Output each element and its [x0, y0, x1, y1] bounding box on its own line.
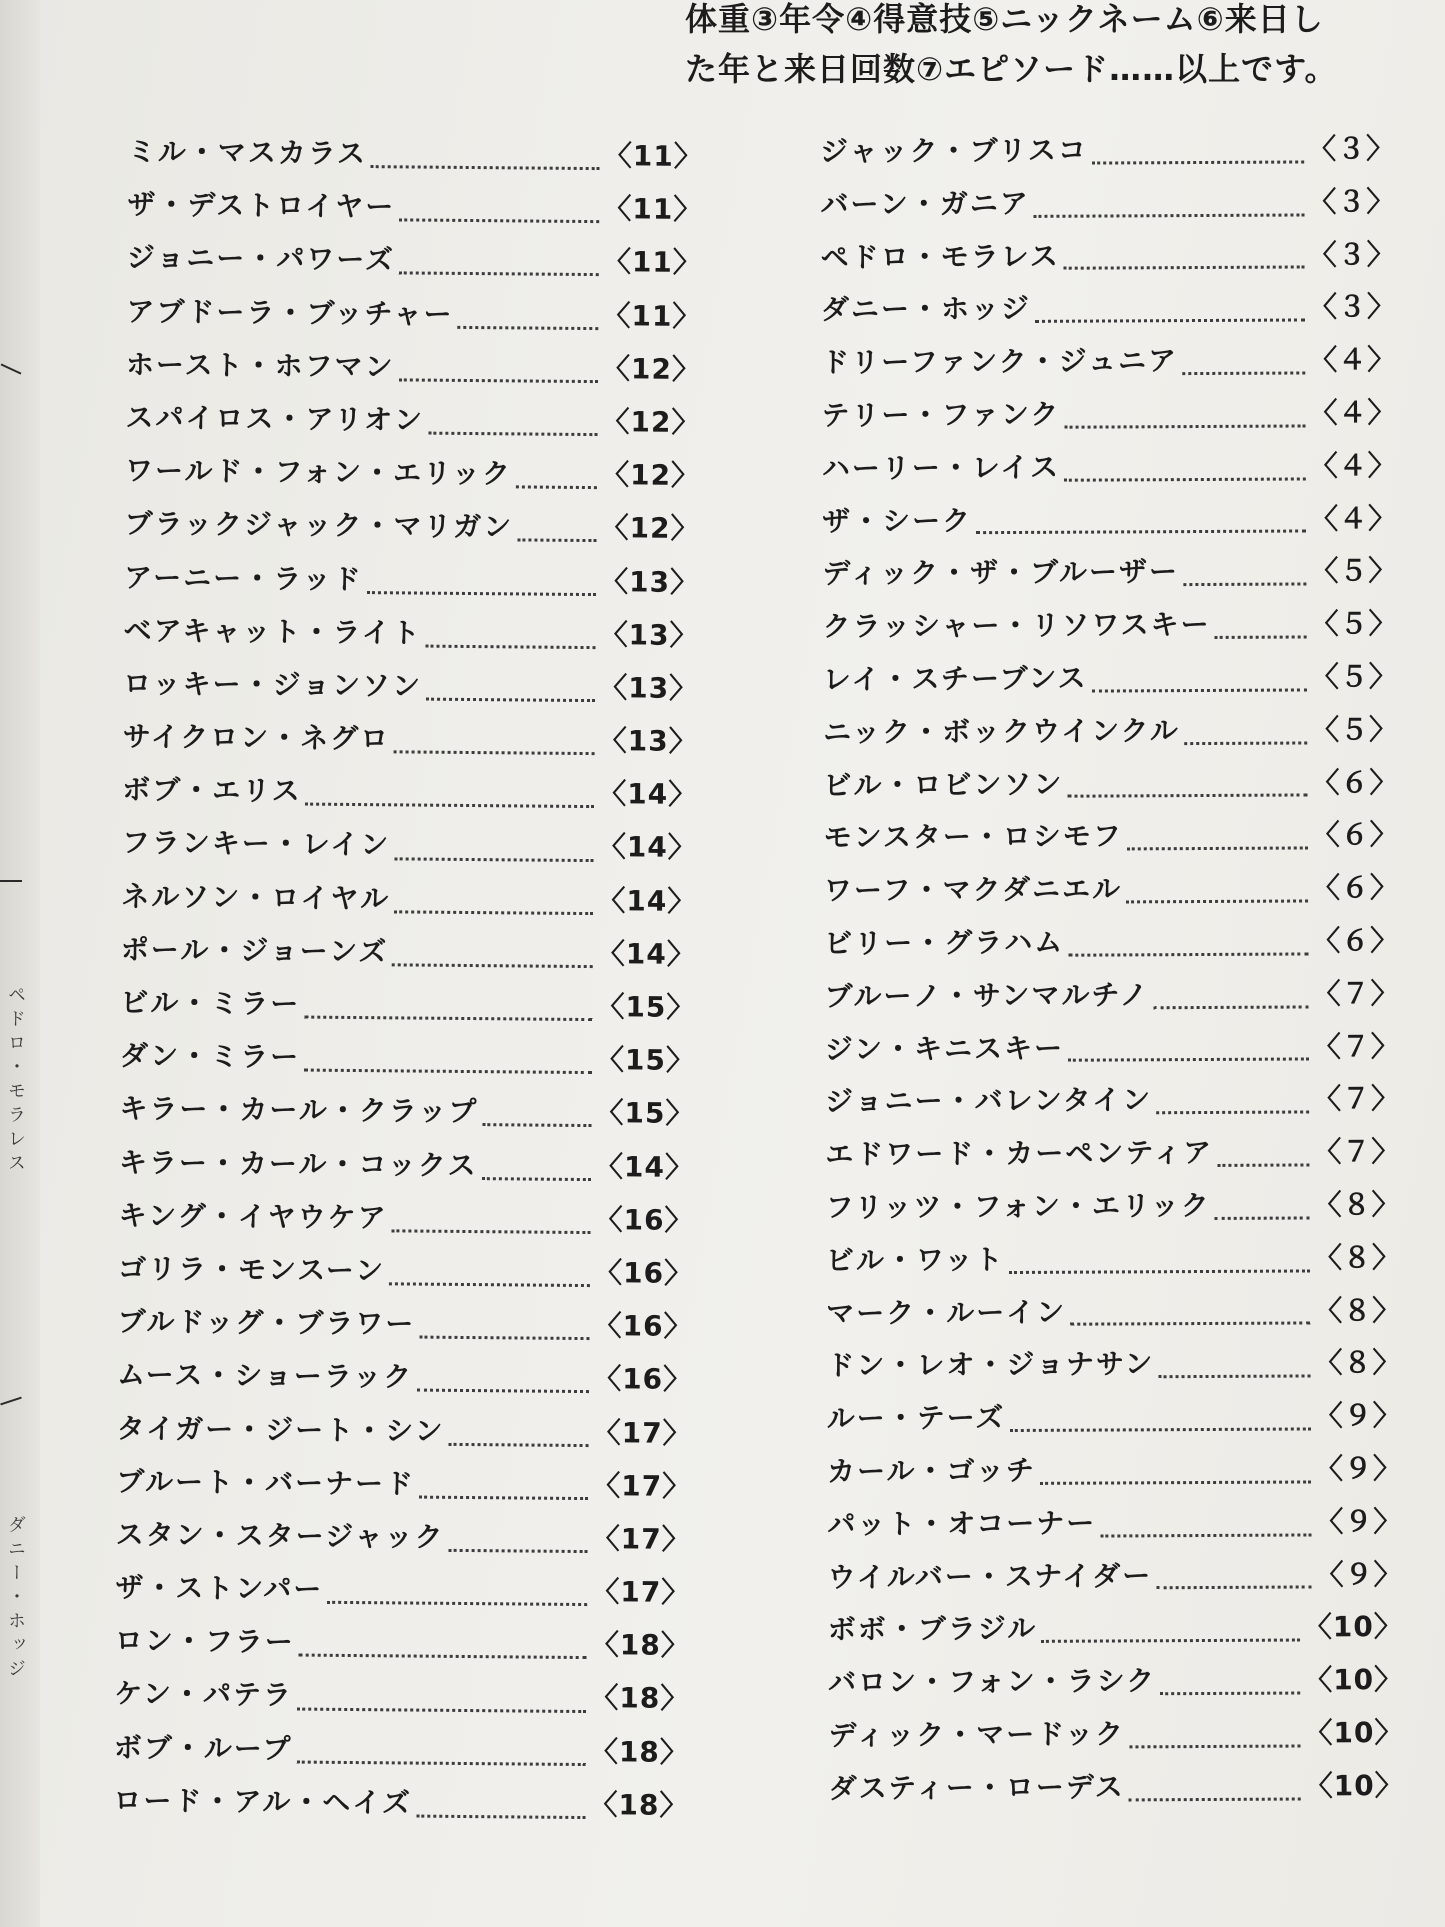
index-entry [121, 928, 696, 986]
wrestler-name: ビル・ロビンソン [823, 767, 1064, 802]
wrestler-name: ジャック・ブリスコ [820, 133, 1088, 168]
wrestler-name: ロン・フラー [114, 1624, 295, 1659]
wrestler-name: ワーフ・マクダニエル [823, 872, 1123, 908]
wrestler-name: ムース・ショーラック [116, 1358, 414, 1394]
wrestler-name: ホースト・ホフマン [125, 347, 395, 384]
page-number: 〈11〉 [603, 192, 703, 227]
index-entry [116, 1460, 691, 1518]
dot-leader [976, 530, 1306, 535]
page-number: 〈16〉 [593, 1362, 693, 1397]
dot-leader [299, 1654, 587, 1660]
page-number: 〈６〉 [1311, 871, 1400, 905]
index-entry [822, 497, 1397, 553]
dot-leader [516, 486, 597, 490]
intro-line: 体重③年令④得意技⑤ニックネーム⑥来日し [685, 0, 1324, 38]
index-entry [119, 1087, 694, 1145]
page-number: 〈４〉 [1309, 343, 1397, 377]
index-entry [824, 866, 1399, 922]
dot-leader [1183, 583, 1306, 587]
page-number: 〈17〉 [592, 1468, 692, 1503]
index-entry [823, 708, 1398, 764]
index-entry [826, 1236, 1401, 1292]
page-number: 〈７〉 [1312, 976, 1400, 1011]
index-entry [117, 1353, 692, 1411]
index-entry [827, 1447, 1402, 1503]
index-entry [822, 602, 1397, 658]
dot-leader [399, 272, 599, 277]
wrestler-name: エドワード・カーペンティア [825, 1136, 1214, 1172]
index-entry [116, 1406, 691, 1464]
dot-leader [1126, 900, 1308, 904]
dot-leader [1068, 794, 1308, 798]
page-number: 〈13〉 [598, 724, 698, 759]
index-entry [122, 768, 697, 826]
wrestler-name: ダニー・ホッジ [820, 292, 1032, 327]
page-number: 〈９〉 [1314, 1451, 1403, 1486]
page-number: 〈７〉 [1313, 1135, 1401, 1169]
index-entry [126, 343, 701, 401]
page-number: 〈11〉 [602, 245, 703, 280]
index-entry [826, 1183, 1401, 1239]
wrestler-name: ビル・ミラー [120, 985, 301, 1021]
wrestler-name: ハーリー・レイス [821, 450, 1061, 485]
dot-leader [1215, 636, 1307, 639]
wrestler-name: ジョニー・パワーズ [126, 241, 396, 277]
wrestler-name: クラッシャー・リソワスキー [822, 608, 1211, 644]
page-number: 〈４〉 [1309, 448, 1397, 483]
page-number: 〈３〉 [1308, 184, 1396, 219]
wrestler-name: ダン・ミラー [119, 1039, 301, 1074]
index-entry [118, 1247, 693, 1305]
index-entry [824, 813, 1399, 869]
page-number: 〈12〉 [601, 351, 702, 386]
dot-leader [419, 1336, 589, 1340]
page-number: 〈13〉 [599, 671, 699, 705]
page-number: 〈16〉 [594, 1202, 694, 1237]
dot-leader [398, 378, 597, 383]
wrestler-name: バロン・フォン・ラシク [828, 1664, 1157, 1700]
index-entry [122, 821, 697, 879]
dot-leader [394, 857, 593, 862]
index-entry [128, 130, 703, 188]
dot-leader [304, 1069, 592, 1075]
dot-leader [1064, 266, 1305, 270]
wrestler-name: バーン・ガニア [820, 186, 1030, 221]
page-number: 〈５〉 [1310, 659, 1398, 694]
index-entry [115, 1513, 690, 1571]
wrestler-name: ディック・ザ・ブルーザー [822, 555, 1180, 591]
wrestler-name: ブルドッグ・ブラワー [117, 1305, 416, 1341]
page-number: 〈16〉 [593, 1309, 693, 1344]
wrestler-name: ブルーノ・サンマルチノ [824, 978, 1150, 1013]
index-entry [117, 1300, 692, 1358]
page-number: 〈７〉 [1312, 1029, 1400, 1063]
page-number: 〈10〉 [1304, 1715, 1404, 1750]
dot-leader [1009, 1269, 1310, 1274]
wrestler-name: ボブ・ループ [113, 1730, 293, 1766]
dot-leader [1129, 1744, 1300, 1748]
dot-leader [1127, 847, 1308, 851]
index-entry [115, 1619, 690, 1677]
facing-page-caption: ダニー・ホッジ [5, 1515, 26, 1683]
page-number: 〈13〉 [599, 617, 699, 652]
page-number: 〈18〉 [590, 1681, 690, 1716]
wrestler-name: ディック・マードック [828, 1717, 1126, 1752]
dot-leader [399, 219, 599, 224]
wrestler-name: ゴリラ・モンスーン [117, 1251, 386, 1288]
wrestler-name: ドン・レオ・ジョナサン [826, 1347, 1155, 1383]
index-entry [121, 875, 696, 933]
index-entry [119, 1141, 694, 1199]
page-number: 〈10〉 [1304, 1768, 1404, 1803]
index-entry [821, 285, 1396, 341]
wrestler-name: スパイロス・アリオン [125, 400, 425, 437]
facing-page-caption: ペドロ・モラレス [5, 985, 26, 1177]
dot-leader [1129, 1797, 1301, 1801]
wrestler-name: ロッキー・ジョンソン [123, 666, 423, 703]
index-entry [827, 1500, 1402, 1556]
index-column-left [113, 130, 703, 1837]
wrestler-name: ベアキャット・ライト [123, 613, 422, 650]
wrestler-name: ロード・アル・ヘイズ [113, 1783, 413, 1820]
dot-leader [1215, 1216, 1310, 1219]
dot-leader [1009, 1427, 1310, 1432]
index-entry [828, 1605, 1403, 1661]
index-entry [825, 1077, 1400, 1133]
wrestler-name: ブルート・バーナード [116, 1464, 416, 1501]
dot-leader [1040, 1480, 1311, 1484]
dot-leader [426, 644, 596, 648]
page-number: 〈18〉 [589, 1734, 690, 1769]
wrestler-name: ボボ・ブラジル [827, 1612, 1038, 1647]
index-entry [820, 127, 1395, 183]
page-number: 〈８〉 [1313, 1187, 1401, 1222]
page-number: 〈14〉 [598, 777, 698, 812]
index-entry [126, 290, 701, 348]
dot-leader [296, 1760, 585, 1766]
page-number: 〈５〉 [1310, 607, 1398, 641]
wrestler-name: タイガー・ジート・シン [116, 1411, 445, 1448]
wrestler-name: レイ・スチーブンス [822, 661, 1088, 696]
page-number: 〈17〉 [591, 1575, 691, 1610]
page-number: 〈15〉 [596, 990, 696, 1024]
index-column-right [820, 127, 1404, 1819]
dot-leader [1160, 1692, 1300, 1696]
dot-leader [1092, 160, 1304, 164]
wrestler-name: ミル・マスカラス [127, 134, 368, 171]
dot-leader [297, 1707, 586, 1713]
index-entry [127, 183, 702, 241]
dot-leader [1064, 477, 1306, 481]
dot-leader [1092, 688, 1307, 692]
index-entry [125, 396, 700, 454]
dot-leader [1100, 1533, 1311, 1537]
index-entry [822, 549, 1397, 605]
dot-leader [1041, 1639, 1300, 1643]
dot-leader [448, 1442, 588, 1446]
index-entry [124, 555, 699, 613]
wrestler-name: サイクロン・ネグロ [122, 720, 391, 756]
index-entry [828, 1658, 1403, 1714]
wrestler-name: カール・ゴッチ [826, 1453, 1036, 1488]
wrestler-name: ジン・キニスキー [824, 1031, 1065, 1066]
index-entry [125, 449, 700, 507]
dot-leader [1159, 1375, 1311, 1379]
page-number: 〈７〉 [1312, 1082, 1401, 1116]
wrestler-name: ザ・ストンパー [115, 1571, 324, 1606]
index-entry [113, 1779, 688, 1837]
dot-leader [371, 165, 600, 170]
page-number: 〈８〉 [1314, 1346, 1402, 1380]
wrestler-name: モンスター・ロシモフ [823, 819, 1123, 855]
index-entry [828, 1711, 1403, 1767]
wrestler-name: ルー・テーズ [826, 1401, 1006, 1436]
wrestler-name: ワールド・フォン・エリック [124, 454, 513, 491]
wrestler-name: アブドーラ・ブッチャー [126, 294, 454, 331]
page-number: 〈６〉 [1311, 765, 1399, 799]
dot-leader [394, 751, 595, 756]
dot-leader [1184, 741, 1307, 745]
index-entry [821, 233, 1396, 289]
page-number: 〈５〉 [1310, 554, 1398, 588]
index-entry [823, 761, 1398, 817]
dot-leader [1034, 213, 1305, 217]
index-entry [114, 1726, 689, 1784]
wrestler-name: ダスティー・ローデス [828, 1770, 1125, 1805]
page-number: 〈17〉 [591, 1521, 691, 1556]
page-number: 〈10〉 [1303, 1610, 1403, 1644]
wrestler-name: ドリーファンク・ジュニア [821, 344, 1179, 380]
page-number: 〈９〉 [1315, 1504, 1403, 1539]
index-entry [823, 655, 1398, 711]
page-number: 〈11〉 [602, 298, 702, 333]
dot-leader [1064, 424, 1305, 428]
page-number: 〈６〉 [1311, 818, 1399, 852]
wrestler-name: パット・オコーナー [827, 1506, 1097, 1541]
index-entry [122, 715, 697, 773]
wrestler-name: ブラックジャック・マリガン [124, 507, 514, 544]
index-entry [120, 981, 695, 1039]
dot-leader [1035, 319, 1305, 323]
page-number: 〈13〉 [599, 564, 700, 599]
dot-leader [392, 963, 593, 968]
wrestler-name: ウイルバー・スナイダー [827, 1558, 1153, 1594]
wrestler-name: ペドロ・モラレス [820, 239, 1060, 274]
wrestler-name: キラー・カール・クラップ [119, 1092, 479, 1129]
wrestler-name: ネルソン・ロイヤル [121, 879, 391, 915]
dot-leader [327, 1601, 587, 1606]
page-number: 〈９〉 [1314, 1399, 1402, 1433]
dot-leader [1068, 952, 1308, 956]
page-number: 〈４〉 [1309, 501, 1398, 536]
dot-leader [417, 1389, 589, 1394]
page-number: 〈12〉 [600, 458, 701, 493]
wrestler-name: ニック・ボックウインクル [823, 713, 1180, 749]
wrestler-name: マーク・ルーイン [826, 1295, 1067, 1330]
page-number: 〈９〉 [1315, 1557, 1403, 1591]
dot-leader [304, 1016, 592, 1022]
wrestler-name: ビリー・グラハム [824, 925, 1065, 960]
page-number: 〈12〉 [600, 511, 700, 546]
page-number: 〈18〉 [589, 1787, 689, 1822]
index-entry [824, 919, 1399, 975]
wrestler-name: アーニー・ラッド [123, 560, 363, 596]
dot-leader [1070, 1322, 1310, 1326]
page-number: 〈16〉 [593, 1256, 694, 1290]
page-number: 〈14〉 [594, 1149, 695, 1184]
index-entry [123, 662, 698, 720]
index-entry [124, 502, 699, 560]
index-entry [825, 1025, 1400, 1081]
page-number: 〈８〉 [1314, 1293, 1402, 1327]
dot-leader [416, 1814, 585, 1818]
dot-leader [457, 326, 598, 330]
dot-leader [367, 591, 596, 596]
wrestler-name: ジョニー・バレンタイン [825, 1083, 1153, 1119]
dot-leader [1217, 1163, 1309, 1166]
index-entry [127, 236, 702, 294]
intro-paragraph [685, 0, 1405, 94]
dot-leader [482, 1124, 591, 1128]
page-number: 〈５〉 [1311, 712, 1399, 747]
index-entry [822, 444, 1397, 500]
page-number: 〈３〉 [1308, 237, 1396, 272]
dot-leader [481, 1177, 590, 1181]
wrestler-name: キラー・カール・コックス [118, 1145, 478, 1182]
page-number: 〈６〉 [1312, 923, 1400, 958]
wrestler-name: キング・イヤウケア [118, 1198, 388, 1235]
wrestler-name: ザ・シーク [821, 503, 973, 538]
index-entry [118, 1194, 693, 1252]
dot-leader [306, 803, 595, 809]
index-entry [826, 1341, 1401, 1397]
dot-leader [1156, 1586, 1311, 1590]
index-entry [114, 1672, 689, 1730]
index-entry [820, 180, 1395, 236]
page-number: 〈10〉 [1304, 1663, 1404, 1697]
wrestler-name: ボブ・エリス [122, 773, 302, 808]
page-number: 〈14〉 [596, 936, 696, 971]
wrestler-name: フランキー・レイン [121, 826, 391, 862]
page-number: 〈８〉 [1313, 1240, 1401, 1275]
dot-leader [1068, 1058, 1309, 1062]
dot-leader [1154, 1005, 1309, 1009]
index-entry [829, 1764, 1404, 1820]
index-entry [827, 1394, 1402, 1450]
dot-leader [426, 698, 595, 702]
intro-line: た年と来日回数⑦エピソード……以上です。 [685, 50, 1338, 88]
dot-leader [428, 432, 597, 436]
page-number: 〈15〉 [595, 1096, 695, 1131]
wrestler-name: テリー・ファンク [821, 397, 1061, 432]
wrestler-name: ビル・ワット [825, 1242, 1005, 1277]
page-number: 〈12〉 [601, 405, 701, 439]
wrestler-name: スタン・スタージャック [115, 1517, 445, 1554]
wrestler-name: ザ・デストロイヤー [127, 188, 396, 224]
facing-page-mark [0, 880, 22, 882]
index-entry [821, 391, 1396, 447]
dot-leader [389, 1282, 590, 1287]
page-number: 〈４〉 [1309, 395, 1397, 430]
page-number: 〈18〉 [590, 1628, 690, 1663]
page-number: 〈３〉 [1308, 131, 1396, 166]
wrestler-name: ケン・パテラ [114, 1677, 294, 1712]
dot-leader [1182, 372, 1305, 376]
dot-leader [392, 1229, 591, 1234]
index-entry [115, 1566, 690, 1624]
dot-leader [394, 910, 593, 915]
dot-leader [1156, 1111, 1309, 1115]
index-entry [824, 972, 1399, 1028]
page-number: 〈17〉 [592, 1415, 692, 1450]
dot-leader [517, 539, 596, 543]
wrestler-name: ポール・ジョーンズ [120, 932, 389, 969]
index-entry [123, 609, 698, 667]
dot-leader [448, 1549, 587, 1553]
page-number: 〈14〉 [597, 883, 697, 918]
dot-leader [419, 1495, 588, 1499]
index-entry [120, 1034, 695, 1092]
index-entry [825, 1130, 1400, 1186]
page-number: 〈14〉 [597, 830, 697, 865]
page-number: 〈３〉 [1308, 290, 1397, 324]
index-entry [827, 1552, 1402, 1608]
wrestler-name: フリッツ・フォン・エリック [825, 1188, 1211, 1224]
page-number: 〈15〉 [595, 1043, 696, 1078]
index-entry [826, 1289, 1401, 1345]
index-entry [821, 338, 1396, 394]
page-number: 〈11〉 [603, 139, 703, 174]
